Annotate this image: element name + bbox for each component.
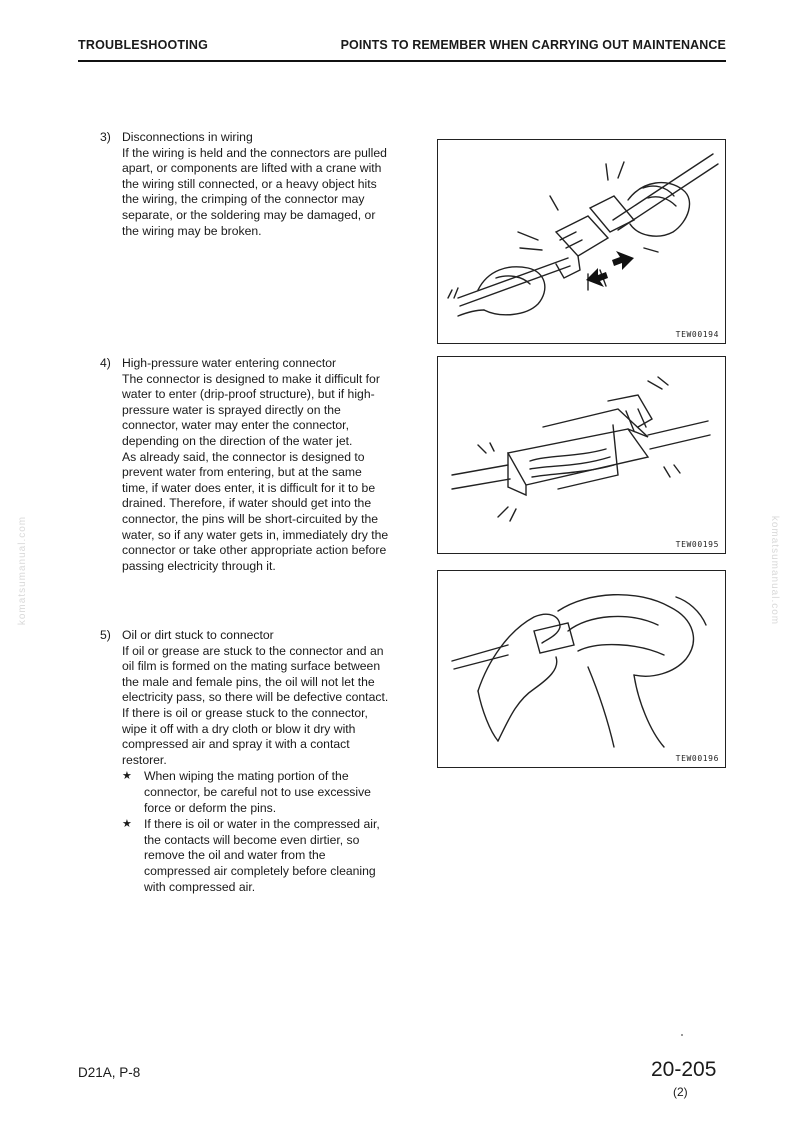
section-heading-row [100, 356, 390, 372]
figure-code: TEW00195 [675, 540, 719, 549]
section-body-paragraph: If there is oil or grease stuck to the connector, wipe it off with a dry cloth or blow it dry with compressed air and spray it with a contact restorer. [122, 705, 368, 767]
watermark-left: komatsumanual.com [17, 515, 29, 626]
section-disconnections [100, 130, 390, 239]
page-header [78, 38, 726, 62]
figure-wiping-connector [437, 570, 726, 768]
page-number: 20-205 [651, 1058, 717, 1081]
section-title: Disconnections in wiring [122, 130, 253, 144]
caution-note [100, 817, 390, 895]
star-icon: ★ [122, 818, 132, 831]
model-reference: D21A, P-8 [78, 1065, 141, 1080]
section-body: If the wiring is held and the connectors are pulled apart, or components are lifted with a crane with the wiring still connected, or a heavy object hits the wiring, the crimping of the connector may separate, or the soldering may be damaged, or the wiring may be broken. [122, 145, 387, 238]
star-icon: ★ [122, 770, 132, 783]
figure-disconnect-wiring [437, 139, 726, 344]
figure-water-connector [437, 356, 726, 554]
figure-code: TEW00196 [675, 754, 719, 763]
section-number: 5) [100, 628, 111, 642]
section-oil-dirt [100, 628, 390, 895]
wiping-illustration [438, 571, 724, 766]
section-heading-row [100, 628, 390, 644]
revision-number: (2) [673, 1085, 688, 1099]
section-number: 3) [100, 130, 111, 144]
section-title: Oil or dirt stuck to connector [122, 628, 274, 642]
section-water [100, 356, 390, 574]
section-number: 4) [100, 356, 111, 370]
section-body-paragraph: As already said, the connector is designed to prevent water from entering, but at the same time, if water does enter, it is difficult for it to be drained. Therefore, if water should get into the connector, the pins will be short-circuited by the water, so if any water gets in, immediately dry the connector or take other appropriate action before passing electricity through it. [122, 449, 389, 573]
page-heading: POINTS TO REMEMBER WHEN CARRYING OUT MAINTENANCE [340, 38, 726, 52]
section-title: High-pressure water entering connector [122, 356, 337, 370]
caution-text: When wiping the mating portion of the connector, be careful not to use excessive force or deform the pins. [144, 769, 371, 815]
section-heading-row [100, 130, 390, 146]
section-body-paragraph: If oil or grease are stuck to the connector and an oil film is formed on the mating surface between the male and female pins, the oil will not let the electricity pass, so there will be defective contact. [122, 643, 389, 705]
connector-pull-illustration [438, 140, 724, 342]
section-heading: TROUBLESHOOTING [78, 38, 209, 52]
scan-speck [681, 1034, 683, 1036]
caution-text: If there is oil or water in the compressed air, the contacts will become even dirtier, so remove the oil and water from the compressed air completely before cleaning with compressed air. [144, 817, 380, 894]
watermark-right: komatsumanual.com [769, 515, 781, 626]
water-connector-illustration [438, 357, 724, 552]
section-body-paragraph: The connector is designed to make it difficult for water to enter (drip-proof structure), but if high-pressure water is sprayed directly on the connector, water may enter the connector, depending on the direction of the water jet. [122, 371, 380, 448]
caution-note [100, 769, 390, 816]
figure-code: TEW00194 [675, 330, 719, 339]
